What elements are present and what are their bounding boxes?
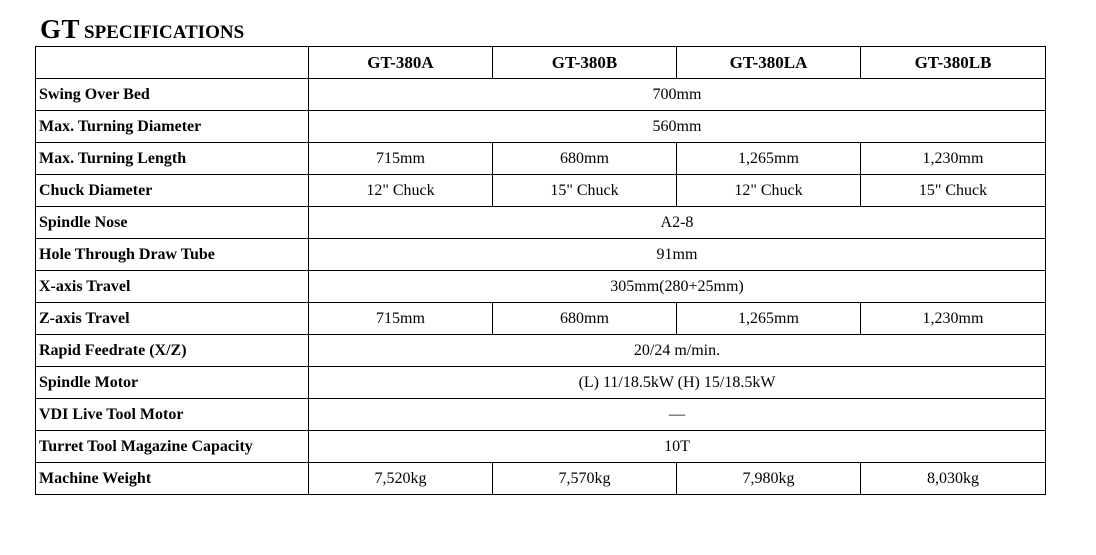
value-cell-shared: 700mm [309,79,1046,111]
header-cell-gt-380la: GT-380LA [677,47,861,79]
row-label: Spindle Motor [36,367,309,399]
header-cell-gt-380a: GT-380A [309,47,493,79]
value-cell-shared: A2-8 [309,207,1046,239]
row-label: Max. Turning Diameter [36,111,309,143]
value-cell: 715mm [309,303,493,335]
value-cell: 12" Chuck [309,175,493,207]
table-row [36,111,1046,143]
value-cell: 1,265mm [677,143,861,175]
table-row [36,431,1046,463]
header-cell-gt-380b: GT-380B [493,47,677,79]
value-cell: 1,230mm [861,303,1046,335]
row-label: Rapid Feedrate (X/Z) [36,335,309,367]
value-cell: 1,230mm [861,143,1046,175]
row-label: Turret Tool Magazine Capacity [36,431,309,463]
spec-table-body [36,79,1046,495]
table-row [36,399,1046,431]
spec-table [35,46,1046,495]
row-label: Max. Turning Length [36,143,309,175]
value-cell-shared: 560mm [309,111,1046,143]
table-row [36,303,1046,335]
value-cell-shared: 20/24 m/min. [309,335,1046,367]
table-row [36,79,1046,111]
table-row [36,271,1046,303]
value-cell: 15" Chuck [861,175,1046,207]
value-cell: 15" Chuck [493,175,677,207]
row-label: Hole Through Draw Tube [36,239,309,271]
row-label: VDI Live Tool Motor [36,399,309,431]
title-rest: SPECIFICATIONS [84,22,245,43]
value-cell: 680mm [493,143,677,175]
value-cell-shared: — [309,399,1046,431]
row-label: Chuck Diameter [36,175,309,207]
row-label: Swing Over Bed [36,79,309,111]
row-label: Machine Weight [36,463,309,495]
table-row [36,175,1046,207]
table-row [36,463,1046,495]
table-row [36,367,1046,399]
value-cell: 680mm [493,303,677,335]
table-row [36,335,1046,367]
table-row [36,207,1046,239]
value-cell: 7,980kg [677,463,861,495]
value-cell: 1,265mm [677,303,861,335]
row-label: X-axis Travel [36,271,309,303]
page-title [40,14,244,45]
header-cell-empty [36,47,309,79]
row-label: Z-axis Travel [36,303,309,335]
title-brand: GT [40,14,81,44]
header-cell-gt-380lb: GT-380LB [861,47,1046,79]
value-cell-shared: (L) 11/18.5kW (H) 15/18.5kW [309,367,1046,399]
value-cell-shared: 10T [309,431,1046,463]
value-cell: 7,570kg [493,463,677,495]
value-cell-shared: 91mm [309,239,1046,271]
value-cell: 8,030kg [861,463,1046,495]
value-cell: 715mm [309,143,493,175]
table-row [36,239,1046,271]
value-cell-shared: 305mm(280+25mm) [309,271,1046,303]
table-row [36,143,1046,175]
value-cell: 12" Chuck [677,175,861,207]
row-label: Spindle Nose [36,207,309,239]
header-row [36,47,1046,79]
value-cell: 7,520kg [309,463,493,495]
